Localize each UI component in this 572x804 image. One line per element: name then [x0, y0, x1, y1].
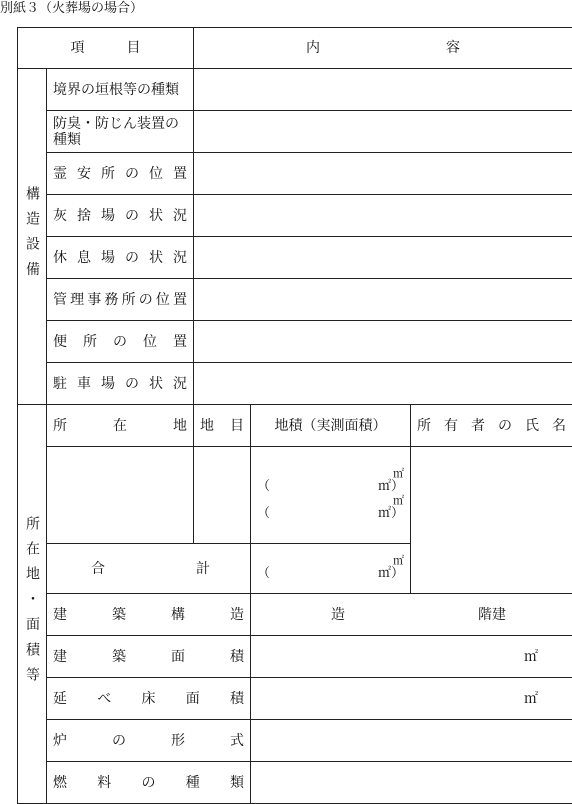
building-structure-row	[18, 594, 572, 636]
address-column-header: 所 在 地	[47, 405, 194, 447]
building-area-row	[18, 636, 572, 678]
structure-row-label: 管理事務所の位置	[47, 279, 194, 321]
building-area-label: 建 築 面 積	[47, 636, 251, 678]
header-item: 項 目	[18, 28, 194, 69]
furnace-type-row	[18, 720, 572, 762]
total-floor-area-value[interactable]	[251, 678, 572, 720]
structure-row	[18, 69, 572, 111]
building-area-value[interactable]	[251, 636, 572, 678]
structure-row-label: 休息場の状況	[47, 237, 194, 279]
structure-row-value[interactable]	[194, 69, 572, 111]
paren-sqm-unit: ㎡）	[378, 506, 404, 522]
fuel-type-row	[18, 762, 572, 804]
paren-open: （	[257, 566, 270, 582]
paren-open: （	[257, 506, 270, 522]
land-category-cell[interactable]	[194, 447, 251, 544]
structure-row-value[interactable]	[194, 153, 572, 195]
building-structure-value[interactable]	[251, 594, 572, 636]
structure-row	[18, 363, 572, 405]
location-header-row	[18, 405, 572, 447]
floors-unit: 階建	[478, 607, 506, 623]
structure-row-value[interactable]	[194, 363, 572, 405]
document-caption: 別紙３（火葬場の場合）	[0, 0, 143, 18]
land-area-cell[interactable]	[251, 447, 411, 544]
structure-unit: 造	[331, 607, 345, 623]
structure-section-label: 構造設備	[18, 69, 47, 405]
land-category-column-header: 地 目	[194, 405, 251, 447]
structure-row-value[interactable]	[194, 195, 572, 237]
structure-row-label: 霊安所の位置	[47, 153, 194, 195]
total-floor-area-row	[18, 678, 572, 720]
structure-row-label: 駐車場の状況	[47, 363, 194, 405]
paren-sqm-unit: ㎡）	[378, 479, 404, 495]
total-area-cell[interactable]	[251, 544, 411, 594]
furnace-type-value[interactable]	[251, 720, 572, 762]
fuel-type-value[interactable]	[251, 762, 572, 804]
structure-row-label: 便 所 の 位 置	[47, 321, 194, 363]
structure-row	[18, 321, 572, 363]
owner-cell[interactable]	[411, 447, 572, 594]
structure-row-value[interactable]	[194, 237, 572, 279]
application-form-table	[17, 27, 572, 804]
address-cell[interactable]	[47, 447, 194, 544]
structure-row-label: 灰捨場の状況	[47, 195, 194, 237]
structure-row	[18, 237, 572, 279]
paren-sqm-unit: ㎡）	[378, 566, 404, 582]
total-label: 合 計	[47, 544, 251, 594]
building-structure-label: 建 築 構 造	[47, 594, 251, 636]
structure-row	[18, 279, 572, 321]
structure-row	[18, 195, 572, 237]
sqm-unit: ㎡	[257, 468, 404, 479]
structure-row-value[interactable]	[194, 279, 572, 321]
sqm-unit: ㎡	[257, 649, 566, 665]
land-entry-row	[18, 447, 572, 544]
structure-row-label: 防臭・防じん装置の種類	[47, 111, 194, 153]
sqm-unit: ㎡	[257, 691, 566, 707]
header-content: 内 容	[194, 28, 572, 69]
structure-row	[18, 153, 572, 195]
sqm-unit: ㎡	[257, 555, 404, 566]
owner-column-header: 所有者の氏名	[411, 405, 572, 447]
fuel-type-label: 燃 料 の 種 類	[47, 762, 251, 804]
structure-row	[18, 111, 572, 153]
structure-row-label: 境界の垣根等の種類	[47, 69, 194, 111]
structure-row-value[interactable]	[194, 111, 572, 153]
sqm-unit: ㎡	[257, 495, 404, 506]
furnace-type-label: 炉 の 形 式	[47, 720, 251, 762]
header-row	[18, 28, 572, 69]
location-section-label: 所在地・面積等	[18, 405, 47, 804]
total-floor-area-label: 延 べ 床 面 積	[47, 678, 251, 720]
land-area-column-header: 地積（実測面積）	[251, 405, 411, 447]
paren-open: （	[257, 479, 270, 495]
structure-row-value[interactable]	[194, 321, 572, 363]
